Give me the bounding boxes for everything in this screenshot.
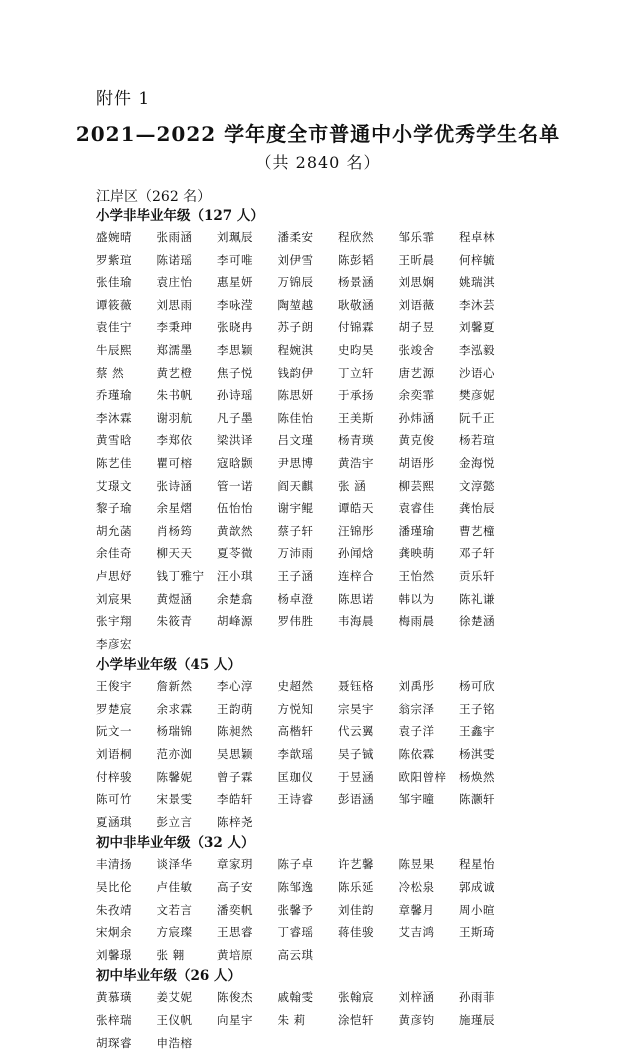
student-name: 李咏滢 — [217, 297, 253, 312]
student-name: 蔡子轩 — [277, 523, 314, 538]
student-name: 陈乐延 — [338, 880, 374, 895]
student-name: 申浩榕 — [156, 1035, 193, 1050]
student-name: 彭语涵 — [338, 792, 374, 807]
student-name: 丰清扬 — [96, 857, 132, 872]
student-name: 王怡然 — [398, 568, 435, 583]
student-name: 谭筱薇 — [96, 297, 132, 312]
student-name: 寇晗颢 — [217, 455, 253, 470]
student-name: 瞿可榕 — [156, 455, 193, 470]
student-name: 陈灏轩 — [459, 792, 495, 807]
student-name: 袁佳宁 — [96, 320, 132, 335]
student-name: 杨景涵 — [338, 275, 374, 290]
student-name: 史昀昊 — [338, 342, 374, 357]
student-name: 陈礼谦 — [459, 591, 495, 606]
name-grid — [96, 853, 566, 966]
student-name: 耿敬涵 — [338, 297, 374, 312]
student-name: 王仪帆 — [156, 1013, 193, 1027]
student-name: 陈思诺 — [338, 591, 374, 606]
student-name: 姚瑞淇 — [459, 275, 495, 290]
attachment-label: 附件 1 — [96, 89, 151, 109]
student-name: 朱书帆 — [156, 388, 193, 403]
student-name: 刘伊雪 — [277, 252, 314, 267]
student-name: 章家玥 — [217, 857, 253, 872]
student-name: 聂钰格 — [338, 679, 374, 694]
student-name: 杨卓澄 — [277, 591, 314, 606]
student-name: 孙炜涵 — [398, 410, 435, 425]
student-name: 陈昱果 — [398, 857, 435, 872]
student-name: 陈思妍 — [277, 388, 314, 403]
student-name: 蒋佳骏 — [338, 925, 374, 940]
student-name: 代云翼 — [338, 724, 374, 739]
student-name: 黄浩宇 — [338, 455, 374, 470]
student-name: 李歆瑶 — [277, 747, 314, 762]
student-name: 罗楚宸 — [96, 701, 132, 716]
student-name: 宗昊宇 — [338, 701, 374, 716]
section-heading: 初中毕业年级（26 人） — [96, 968, 241, 985]
student-name: 于昱涵 — [338, 769, 374, 784]
student-name: 宋炯余 — [96, 925, 132, 940]
student-name: 阮文一 — [96, 724, 132, 739]
student-name: 胡琛睿 — [96, 1035, 132, 1050]
student-name: 吴思颖 — [217, 747, 253, 762]
student-name: 戚翰雯 — [277, 990, 314, 1005]
student-name: 谭皓天 — [338, 501, 374, 516]
student-name: 钱韵伊 — [277, 365, 314, 380]
student-name: 万沛雨 — [277, 546, 314, 561]
student-name: 尹思博 — [277, 455, 314, 470]
student-name: 刘佳韵 — [338, 902, 374, 917]
student-name: 王昕晨 — [398, 252, 435, 267]
student-name: 刘梓涵 — [398, 990, 435, 1005]
student-name: 王子涵 — [277, 568, 314, 583]
student-name: 许艺馨 — [338, 857, 374, 872]
student-name: 万锦辰 — [277, 275, 314, 290]
student-name: 张佳瑜 — [96, 275, 132, 290]
student-name: 邹宇曈 — [398, 792, 435, 807]
section-heading: 小学毕业年级（45 人） — [96, 657, 241, 674]
student-name: 吴子铖 — [338, 747, 374, 762]
student-name: 潘柔安 — [277, 230, 314, 244]
student-name: 牛辰熙 — [96, 342, 132, 357]
student-name: 胡语彤 — [398, 455, 435, 470]
student-name: 夏苓微 — [217, 546, 253, 561]
student-name: 余楚翕 — [217, 591, 253, 606]
student-name: 陈昶然 — [217, 724, 253, 739]
student-name: 邹乐霏 — [398, 230, 435, 244]
student-name: 杨可欣 — [459, 679, 495, 694]
student-name: 惠星妍 — [217, 275, 253, 290]
student-name: 黄彦钧 — [398, 1013, 435, 1027]
student-name: 李沐霖 — [96, 410, 132, 425]
student-name: 刘思娴 — [398, 275, 435, 290]
student-name: 陈依霖 — [398, 747, 435, 762]
student-name: 王诗睿 — [277, 792, 314, 807]
student-name: 连梓合 — [338, 568, 374, 583]
name-list — [96, 206, 566, 1054]
student-name: 余星熠 — [156, 501, 193, 516]
student-name: 龚怡辰 — [459, 501, 495, 516]
student-name: 梁洪译 — [217, 433, 253, 448]
student-name: 陈馨妮 — [156, 769, 193, 784]
document-title: 2021—2022 学年度全市普通中小学优秀学生名单 — [75, 122, 561, 146]
student-name: 张宇翔 — [96, 614, 132, 629]
student-name: 黄艺橙 — [156, 365, 193, 380]
student-name: 余佳奇 — [96, 546, 132, 561]
student-name: 刘禹彤 — [398, 679, 435, 694]
student-name: 张 涵 — [338, 478, 367, 493]
student-name: 王鑫宇 — [459, 724, 495, 739]
student-name: 陈彭韬 — [338, 252, 374, 267]
student-name: 张 翱 — [156, 947, 185, 962]
student-name: 李秉珅 — [156, 320, 193, 335]
student-name: 刘宸果 — [96, 591, 132, 606]
student-name: 曹艺橦 — [459, 523, 495, 538]
student-name: 刘语桐 — [96, 747, 132, 762]
student-name: 乔瑾瑜 — [96, 388, 132, 403]
student-name: 刘馨夏 — [459, 320, 495, 335]
student-name: 孙雨菲 — [459, 990, 495, 1005]
student-name: 朱孜靖 — [96, 902, 132, 917]
name-grid — [96, 986, 566, 1054]
student-name: 孙诗瑶 — [217, 388, 253, 403]
student-name: 程星怡 — [459, 857, 495, 872]
student-name: 李郑依 — [156, 433, 193, 448]
student-name: 梅雨晨 — [398, 614, 435, 629]
student-name: 谢宇鲲 — [277, 501, 314, 516]
student-name: 向星宇 — [217, 1013, 253, 1027]
student-name: 姜艾妮 — [156, 990, 193, 1005]
student-name: 高楷轩 — [277, 724, 314, 739]
student-name: 朱 莉 — [277, 1013, 306, 1027]
student-name: 李可唯 — [217, 252, 253, 267]
student-name: 刘珮辰 — [217, 230, 253, 244]
student-name: 程欣然 — [338, 230, 374, 244]
student-name: 胡子昱 — [398, 320, 435, 335]
student-name: 钱丁雅宁 — [156, 568, 205, 583]
student-name: 陈俊杰 — [217, 990, 253, 1005]
student-name: 黄克俊 — [398, 433, 435, 448]
student-name: 方宸璨 — [156, 925, 193, 940]
student-name: 汪小琪 — [217, 568, 253, 583]
student-name: 陈诺瑶 — [156, 252, 193, 267]
student-name: 艾璟文 — [96, 478, 132, 493]
district-heading: 江岸区（262 名） — [96, 189, 212, 205]
student-name: 汪锦彤 — [338, 523, 374, 538]
student-name: 艾吉鸿 — [398, 925, 435, 940]
student-name: 袁睿佳 — [398, 501, 435, 516]
name-grid — [96, 226, 566, 655]
student-name: 金海悦 — [459, 455, 495, 470]
section-primary-non-graduating — [96, 206, 566, 655]
student-name: 卢佳敏 — [156, 880, 193, 895]
student-name: 焦子悦 — [217, 365, 253, 380]
student-name: 黎子瑜 — [96, 501, 132, 516]
student-name: 吕文瑾 — [277, 433, 314, 448]
student-name: 王子铭 — [459, 701, 495, 716]
student-name: 詹新然 — [156, 679, 193, 694]
section-primary-graduating — [96, 655, 566, 833]
student-name: 杨若瑄 — [459, 433, 495, 448]
student-name: 黄煜涵 — [156, 591, 193, 606]
name-grid — [96, 675, 566, 833]
section-heading: 小学非毕业年级（127 人） — [96, 208, 264, 224]
student-name: 管一诺 — [217, 478, 253, 493]
student-name: 杨淇雯 — [459, 747, 495, 762]
student-name: 朱筱青 — [156, 614, 193, 629]
student-name: 张竣舍 — [398, 342, 435, 357]
student-name: 文淳懿 — [459, 478, 495, 493]
student-name: 阮千正 — [459, 410, 495, 425]
student-name: 余求霖 — [156, 701, 193, 716]
student-name: 夏涵琪 — [96, 814, 132, 829]
section-junior-graduating — [96, 966, 566, 1054]
student-name: 李泓毅 — [459, 342, 495, 357]
student-name: 孙闻焓 — [338, 546, 374, 561]
student-name: 谈泽华 — [156, 857, 193, 872]
student-name: 胡允菡 — [96, 523, 132, 538]
student-name: 欧阳曾梓 — [398, 769, 447, 784]
student-name: 潘瑾瑜 — [398, 523, 435, 538]
student-name: 张翰宸 — [338, 990, 374, 1005]
student-name: 范亦洳 — [156, 747, 193, 762]
student-name: 翁宗泽 — [398, 701, 435, 716]
student-name: 伍怡怡 — [217, 501, 253, 516]
student-name: 王思睿 — [217, 925, 253, 940]
student-name: 韩以为 — [398, 591, 435, 606]
student-name: 匡珈仪 — [277, 769, 314, 784]
student-name: 谢羽航 — [156, 410, 193, 425]
student-name: 丁立轩 — [338, 365, 374, 380]
student-name: 陈邹逸 — [277, 880, 314, 895]
student-name: 史超然 — [277, 679, 314, 694]
student-name: 盛婉晴 — [96, 230, 132, 244]
student-name: 文若言 — [156, 902, 193, 917]
student-name: 方悦知 — [277, 701, 314, 716]
student-name: 郑濡墨 — [156, 342, 193, 357]
student-name: 王美斯 — [338, 410, 374, 425]
student-name: 袁子洋 — [398, 724, 435, 739]
student-name: 王韵萌 — [217, 701, 253, 716]
student-name: 沙语心 — [459, 365, 495, 380]
student-name: 冷松泉 — [398, 880, 435, 895]
student-name: 韦海晨 — [338, 614, 374, 629]
student-name: 陶堃越 — [277, 297, 314, 312]
student-name: 彭立言 — [156, 814, 193, 829]
student-name: 郭成诚 — [459, 880, 495, 895]
student-name: 李思颖 — [217, 342, 253, 357]
student-name: 贡乐轩 — [459, 568, 495, 583]
student-name: 刘思雨 — [156, 297, 193, 312]
student-name: 吴比伦 — [96, 880, 132, 895]
student-name: 施瑾辰 — [459, 1013, 495, 1027]
student-name: 杨青瑛 — [338, 433, 374, 448]
student-name: 黄雪晗 — [96, 433, 132, 448]
student-name: 李心淳 — [217, 679, 253, 694]
student-name: 章馨月 — [398, 902, 435, 917]
student-name: 阎天麒 — [277, 478, 314, 493]
student-name: 胡峰源 — [217, 614, 253, 629]
student-name: 宋景雯 — [156, 792, 193, 807]
student-name: 陈梓尧 — [217, 814, 253, 829]
student-name: 黄歆然 — [217, 523, 253, 538]
student-name: 陈艺佳 — [96, 455, 132, 470]
student-name: 唐艺源 — [398, 365, 435, 380]
student-name: 苏子朗 — [277, 320, 314, 335]
student-name: 高子安 — [217, 880, 253, 895]
student-name: 凡子墨 — [217, 410, 253, 425]
student-name: 罗紫瑄 — [96, 252, 132, 267]
student-name: 黄慕璜 — [96, 990, 132, 1005]
student-name: 何梓毓 — [459, 252, 495, 267]
student-name: 程卓林 — [459, 230, 495, 244]
section-heading: 初中非毕业年级（32 人） — [96, 835, 255, 852]
student-name: 袁庄怡 — [156, 275, 193, 290]
student-name: 杨焕然 — [459, 769, 495, 784]
student-name: 罗伟胜 — [277, 614, 314, 629]
student-name: 肖杨筠 — [156, 523, 193, 538]
student-name: 杨瑞锦 — [156, 724, 193, 739]
student-name: 李沐芸 — [459, 297, 495, 312]
student-name: 张雨涵 — [156, 230, 193, 244]
student-name: 李皓轩 — [217, 792, 253, 807]
student-name: 付锦霖 — [338, 320, 374, 335]
student-name: 樊彦妮 — [459, 388, 495, 403]
student-name: 于承扬 — [338, 388, 374, 403]
student-name: 蔡 然 — [96, 365, 125, 380]
student-name: 张诗涵 — [156, 478, 193, 493]
student-name: 程婉淇 — [277, 342, 314, 357]
student-name: 涂恺轩 — [338, 1013, 374, 1027]
student-name: 余奕霏 — [398, 388, 435, 403]
student-name: 陈佳怡 — [277, 410, 314, 425]
student-name: 陈子卓 — [277, 857, 314, 872]
student-name: 丁睿瑶 — [277, 925, 314, 940]
student-name: 徐楚涵 — [459, 614, 495, 629]
student-name: 陈可竹 — [96, 792, 132, 807]
student-name: 龚映萌 — [398, 546, 435, 561]
student-name: 刘语薇 — [398, 297, 435, 312]
document-subtitle: （共 2840 名） — [255, 153, 381, 172]
student-name: 王斯琦 — [459, 925, 495, 940]
student-name: 李彦宏 — [96, 636, 132, 651]
student-name: 王俊宇 — [96, 679, 132, 694]
student-name: 张梓瑞 — [96, 1013, 132, 1027]
student-name: 曾子霖 — [217, 769, 253, 784]
student-name: 卢思妤 — [96, 568, 132, 583]
student-name: 张晓冉 — [217, 320, 253, 335]
student-name: 潘奕帆 — [217, 902, 253, 917]
student-name: 张馨予 — [277, 902, 314, 917]
student-name: 邓子轩 — [459, 546, 495, 561]
student-name: 周小暄 — [459, 902, 495, 917]
student-name: 高云琪 — [277, 947, 314, 962]
student-name: 黄培原 — [217, 947, 253, 962]
student-name: 柳芸熙 — [398, 478, 435, 493]
student-name: 付梓骏 — [96, 769, 132, 784]
student-name: 柳天天 — [156, 546, 193, 561]
student-name: 刘馨璟 — [96, 947, 132, 962]
